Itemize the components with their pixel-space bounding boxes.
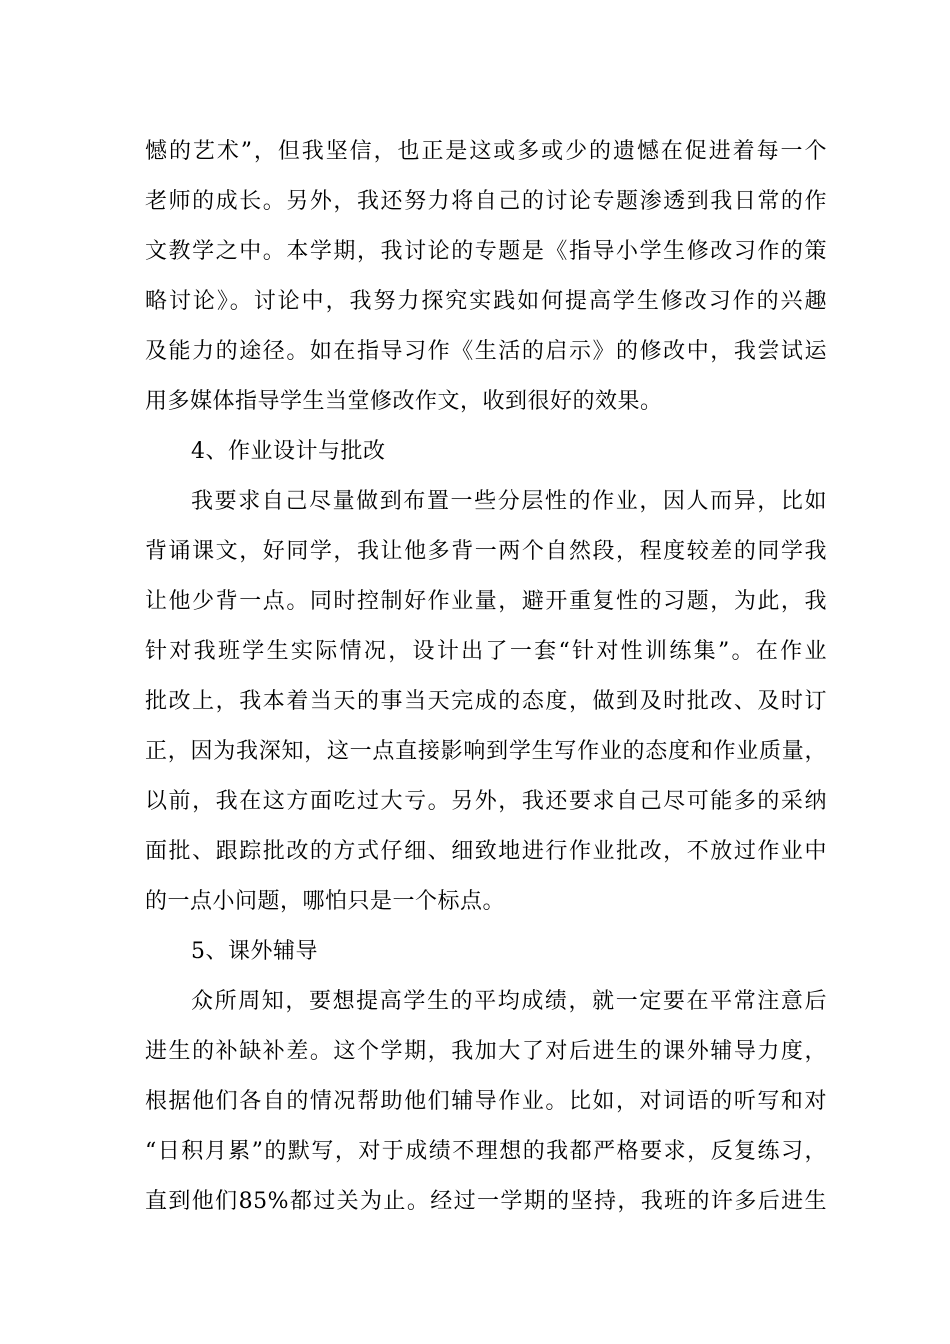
text-line: 老师的成长。另外，我还努力将自己的讨论专题渗透到我日常的作: [145, 189, 827, 214]
text-line: 用多媒体指导学生当堂修改作文，收到很好的效果。: [145, 389, 663, 414]
paragraph-continuation: [145, 127, 827, 427]
text-line: 及能力的途径。如在指导习作《生活的启示》的修改中，我尝试运: [145, 339, 827, 364]
document-body: [145, 127, 827, 1227]
section-heading-tutoring: [145, 927, 827, 977]
paragraph-tutoring: [145, 977, 827, 1227]
text-line: 文教学之中。本学期，我讨论的专题是《指导小学生修改习作的策: [145, 239, 827, 264]
text-line: 批改上，我本着当天的事当天完成的态度，做到及时批改、及时订: [145, 689, 827, 714]
text-line: 背诵课文，好同学，我让他多背一两个自然段，程度较差的同学我: [145, 539, 827, 564]
text-line: 根据他们各自的情况帮助他们辅导作业。比如，对词语的听写和对: [145, 1089, 827, 1114]
text-line: 进生的补缺补差。这个学期，我加大了对后进生的课外辅导力度，: [145, 1039, 827, 1064]
text-line: 众所周知，要想提高学生的平均成绩，就一定要在平常注意后: [191, 989, 827, 1014]
text-line: 直到他们85%都过关为止。经过一学期的坚持，我班的许多后进生: [145, 1189, 827, 1214]
text-line: 我要求自己尽量做到布置一些分层性的作业，因人而异，比如: [191, 489, 827, 514]
text-line: 面批、跟踪批改的方式仔细、细致地进行作业批改，不放过作业中: [145, 839, 827, 864]
paragraph-homework: [145, 477, 827, 927]
heading-text: 5、课外辅导: [191, 939, 318, 964]
heading-text: 4、作业设计与批改: [191, 439, 386, 464]
text-line: 以前，我在这方面吃过大亏。另外，我还要求自己尽可能多的采纳: [145, 789, 827, 814]
text-line: 让他少背一点。同时控制好作业量，避开重复性的习题，为此，我: [145, 589, 827, 614]
text-line: 憾的艺术”，但我坚信，也正是这或多或少的遗憾在促进着每一个: [145, 139, 827, 164]
section-heading-homework: [145, 427, 827, 477]
text-line: “日积月累”的默写，对于成绩不理想的我都严格要求，反复练习，: [145, 1139, 827, 1164]
text-line: 的一点小问题，哪怕只是一个标点。: [145, 889, 506, 914]
text-line: 针对我班学生实际情况，设计出了一套“针对性训练集”。在作业: [145, 639, 827, 664]
text-line: 正，因为我深知，这一点直接影响到学生写作业的态度和作业质量，: [145, 739, 827, 764]
text-line: 略讨论》。讨论中，我努力探究实践如何提高学生修改习作的兴趣: [145, 289, 827, 314]
